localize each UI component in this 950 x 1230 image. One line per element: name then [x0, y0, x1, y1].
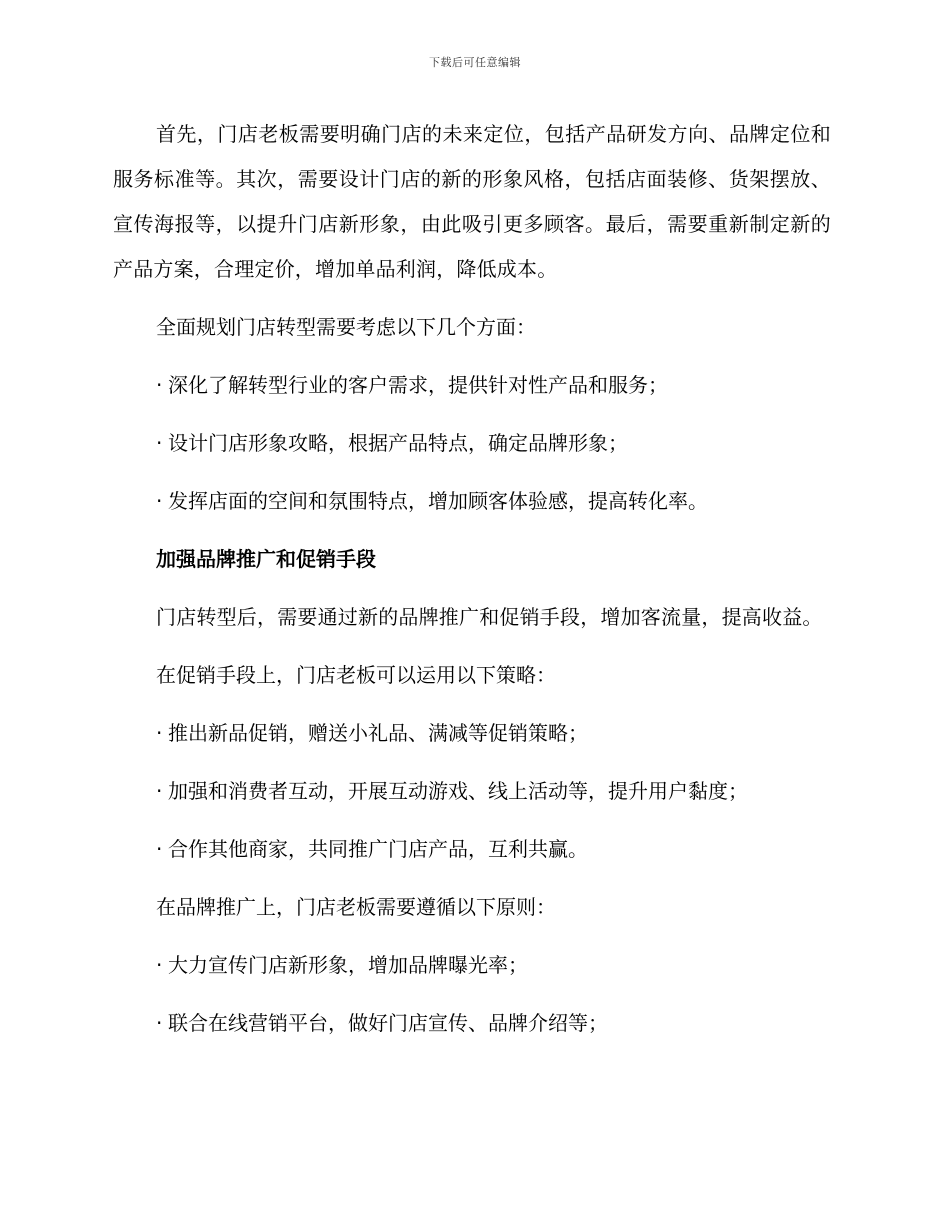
- bullet-dot: ·: [156, 953, 163, 977]
- bullet-item: [113, 711, 831, 756]
- bullet-text: 加强和消费者互动，开展互动游戏、线上活动等，提升用户黏度；: [168, 779, 748, 803]
- bullet-dot: ·: [156, 779, 163, 803]
- bullet-dot: ·: [156, 373, 163, 397]
- bullet-item: [113, 769, 831, 814]
- bullet-text: 发挥店面的空间和氛围特点，增加顾客体验感，提高转化率。: [168, 489, 708, 513]
- bullet-dot: ·: [156, 837, 163, 861]
- bullet-item: [113, 943, 831, 988]
- bullet-dot: ·: [156, 721, 163, 745]
- bullet-text: 大力宣传门店新形象，增加品牌曝光率；: [168, 953, 528, 977]
- bullet-item: [113, 479, 831, 524]
- brand-lead: 在品牌推广上，门店老板需要遵循以下原则：: [156, 895, 556, 919]
- bullet-text: 推出新品促销，赠送小礼品、满减等促销策略；: [168, 721, 588, 745]
- bullet-item: [113, 1001, 831, 1046]
- bullet-item: [113, 363, 831, 408]
- planning-lead: 全面规划门店转型需要考虑以下几个方面：: [156, 315, 536, 339]
- bullet-text: 深化了解转型行业的客户需求，提供针对性产品和服务；: [168, 373, 668, 397]
- header-note: 下载后可任意编辑: [429, 56, 521, 69]
- bullet-dot: ·: [156, 431, 163, 455]
- bullet-text: 设计门店形象攻略，根据产品特点，确定品牌形象；: [168, 431, 628, 455]
- section-paragraph: 门店转型后，需要通过新的品牌推广和促销手段，增加客流量，提高收益。: [156, 605, 823, 629]
- bullet-text: 联合在线营销平台，做好门店宣传、品牌介绍等；: [168, 1011, 608, 1035]
- bullet-item: [113, 421, 831, 466]
- intro-paragraph: 首先，门店老板需要明确门店的未来定位，包括产品研发方向、品牌定位和服务标准等。其次，需要设计门店的新的形象风格，包括店面装修、货架摆放、宣传海报等，以提升门店新形象，由此吸引更多顾客。最后，需要重新制定新的产品方案，合理定价，增加单品利润，降低成本。: [113, 122, 831, 281]
- bullet-text: 合作其他商家，共同推广门店产品，互利共赢。: [168, 837, 588, 861]
- section-heading: 加强品牌推广和促销手段: [156, 547, 376, 571]
- document-body: [113, 112, 831, 1046]
- bullet-dot: ·: [156, 489, 163, 513]
- bullet-item: [113, 827, 831, 872]
- bullet-dot: ·: [156, 1011, 163, 1035]
- promo-lead: 在促销手段上，门店老板可以运用以下策略：: [156, 663, 556, 687]
